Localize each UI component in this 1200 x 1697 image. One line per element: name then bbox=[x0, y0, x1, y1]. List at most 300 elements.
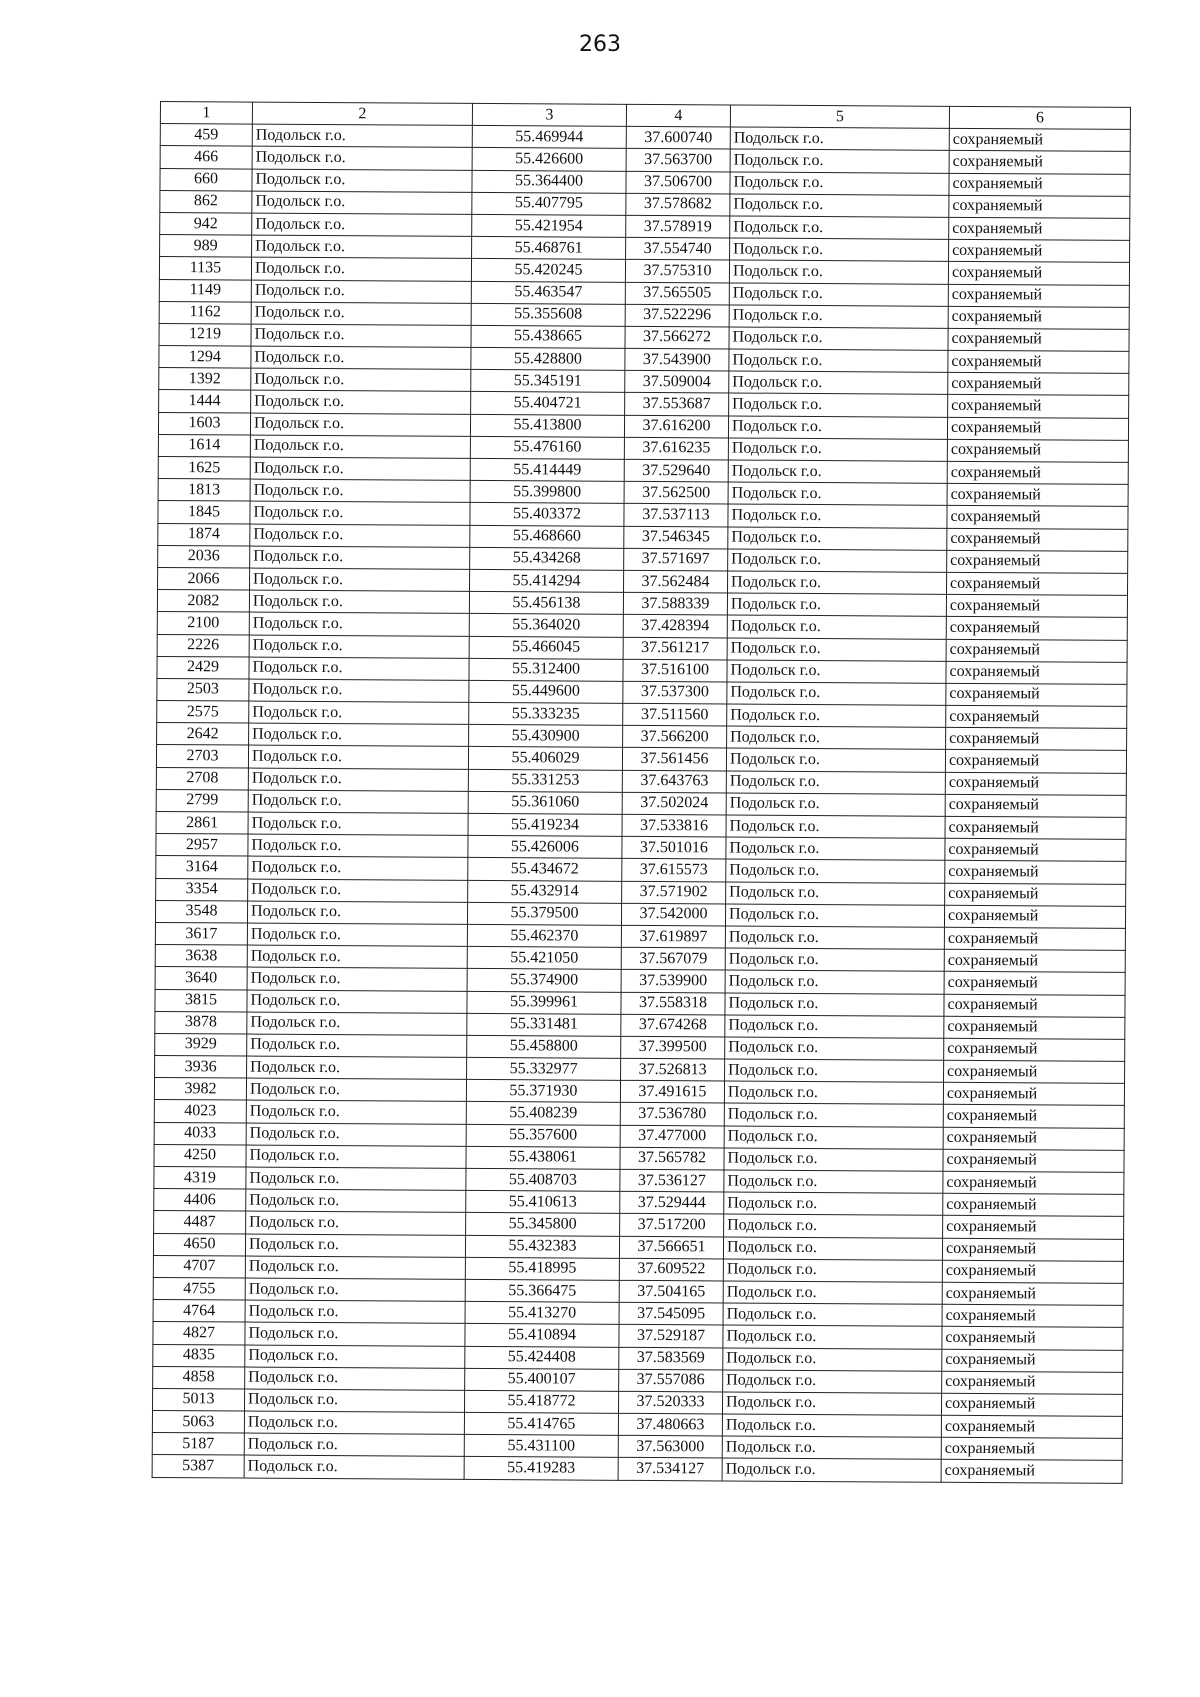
cell-longitude: 37.554740 bbox=[626, 237, 730, 260]
cell-object-number: 2799 bbox=[156, 789, 248, 812]
cell-latitude: 55.434268 bbox=[470, 547, 624, 570]
cell-longitude: 37.562500 bbox=[624, 482, 728, 505]
cell-object-number: 2100 bbox=[157, 612, 249, 635]
cell-latitude: 55.312400 bbox=[469, 658, 623, 681]
table-row bbox=[152, 1455, 1122, 1483]
cell-latitude: 55.400107 bbox=[465, 1368, 619, 1391]
cell-municipality: Подольск г.о. bbox=[247, 1056, 467, 1080]
cell-latitude: 55.374900 bbox=[467, 969, 621, 992]
cell-object-number: 2575 bbox=[157, 701, 249, 724]
cell-longitude: 37.534127 bbox=[618, 1458, 722, 1481]
cell-municipality: Подольск г.о. bbox=[249, 701, 469, 725]
cell-latitude: 55.469944 bbox=[472, 126, 626, 149]
cell-settlement: Подольск г.о. bbox=[729, 327, 948, 351]
cell-status: сохраняемый bbox=[947, 550, 1128, 573]
cell-object-number: 2066 bbox=[158, 567, 250, 590]
cell-longitude: 37.399500 bbox=[621, 1036, 725, 1059]
cell-longitude: 37.504165 bbox=[619, 1280, 723, 1303]
cell-municipality: Подольск г.о. bbox=[246, 1189, 466, 1213]
cell-settlement: Подольск г.о. bbox=[726, 815, 945, 839]
cell-object-number: 1845 bbox=[158, 501, 250, 524]
cell-municipality: Подольск г.о. bbox=[249, 657, 469, 681]
cell-longitude: 37.562484 bbox=[624, 570, 728, 593]
cell-settlement: Подольск г.о. bbox=[729, 371, 948, 395]
cell-municipality: Подольск г.о. bbox=[247, 990, 467, 1014]
cell-status: сохраняемый bbox=[946, 683, 1127, 706]
cell-longitude: 37.537113 bbox=[624, 504, 728, 527]
cell-longitude: 37.643763 bbox=[622, 770, 726, 793]
cell-settlement: Подольск г.о. bbox=[726, 793, 945, 817]
cell-latitude: 55.466045 bbox=[469, 636, 623, 659]
document-sheet bbox=[152, 101, 1130, 1484]
cell-latitude: 55.399961 bbox=[467, 991, 621, 1014]
cell-municipality: Подольск г.о. bbox=[249, 679, 469, 703]
cell-longitude: 37.588339 bbox=[623, 592, 727, 615]
cell-municipality: Подольск г.о. bbox=[246, 1078, 466, 1102]
cell-municipality: Подольск г.о. bbox=[252, 124, 472, 148]
cell-municipality: Подольск г.о. bbox=[251, 280, 471, 304]
cell-latitude: 55.419234 bbox=[468, 813, 622, 836]
cell-longitude: 37.566272 bbox=[625, 326, 729, 349]
cell-municipality: Подольск г.о. bbox=[249, 590, 469, 614]
cell-longitude: 37.477000 bbox=[620, 1125, 724, 1148]
cell-status: сохраняемый bbox=[944, 994, 1125, 1017]
cell-latitude: 55.434672 bbox=[468, 858, 622, 881]
cell-longitude: 37.529640 bbox=[624, 459, 728, 482]
cell-object-number: 1135 bbox=[159, 257, 251, 280]
cell-status: сохраняемый bbox=[942, 1304, 1123, 1327]
cell-latitude: 55.463547 bbox=[471, 281, 625, 304]
cell-settlement: Подольск г.о. bbox=[723, 1259, 942, 1283]
cell-settlement: Подольск г.о. bbox=[725, 1015, 944, 1039]
cell-municipality: Подольск г.о. bbox=[245, 1322, 465, 1346]
cell-status: сохраняемый bbox=[944, 905, 1125, 928]
cell-object-number: 3936 bbox=[155, 1056, 247, 1079]
cell-status: сохраняемый bbox=[945, 794, 1126, 817]
cell-longitude: 37.553687 bbox=[625, 393, 729, 416]
cell-settlement: Подольск г.о. bbox=[723, 1325, 942, 1349]
cell-status: сохраняемый bbox=[945, 883, 1126, 906]
cell-latitude: 55.333235 bbox=[469, 702, 623, 725]
cell-latitude: 55.355608 bbox=[471, 303, 625, 326]
cell-latitude: 55.408703 bbox=[466, 1168, 620, 1191]
cell-object-number: 4650 bbox=[153, 1233, 245, 1256]
cell-municipality: Подольск г.о. bbox=[250, 524, 470, 548]
cell-object-number: 3929 bbox=[155, 1033, 247, 1056]
cell-settlement: Подольск г.о. bbox=[727, 682, 946, 706]
cell-longitude: 37.428394 bbox=[623, 615, 727, 638]
cell-longitude: 37.517200 bbox=[620, 1214, 724, 1237]
cell-longitude: 37.600740 bbox=[626, 127, 730, 150]
cell-latitude: 55.413800 bbox=[470, 414, 624, 437]
cell-object-number: 5187 bbox=[152, 1433, 244, 1456]
cell-object-number: 1294 bbox=[159, 346, 251, 369]
cell-latitude: 55.432914 bbox=[468, 880, 622, 903]
cell-latitude: 55.332977 bbox=[467, 1057, 621, 1080]
cell-municipality: Подольск г.о. bbox=[248, 879, 468, 903]
cell-status: сохраняемый bbox=[947, 506, 1128, 529]
column-header-4: 4 bbox=[626, 104, 730, 127]
cell-municipality: Подольск г.о. bbox=[250, 413, 470, 437]
cell-municipality: Подольск г.о. bbox=[250, 457, 470, 481]
cell-object-number: 1813 bbox=[158, 479, 250, 502]
cell-status: сохраняемый bbox=[942, 1371, 1123, 1394]
cell-municipality: Подольск г.о. bbox=[245, 1367, 465, 1391]
cell-municipality: Подольск г.о. bbox=[246, 1211, 466, 1235]
cell-object-number: 2708 bbox=[156, 767, 248, 790]
cell-latitude: 55.403372 bbox=[470, 503, 624, 526]
cell-settlement: Подольск г.о. bbox=[726, 837, 945, 861]
cell-longitude: 37.546345 bbox=[624, 526, 728, 549]
cell-municipality: Подольск г.о. bbox=[245, 1300, 465, 1324]
cell-municipality: Подольск г.о. bbox=[247, 901, 467, 925]
cell-status: сохраняемый bbox=[946, 617, 1127, 640]
cell-settlement: Подольск г.о. bbox=[723, 1303, 942, 1327]
cell-status: сохраняемый bbox=[947, 461, 1128, 484]
data-table bbox=[152, 101, 1131, 1484]
page-number: 263 bbox=[579, 32, 621, 57]
cell-settlement: Подольск г.о. bbox=[728, 527, 947, 551]
cell-municipality: Подольск г.о. bbox=[251, 346, 471, 370]
cell-settlement: Подольск г.о. bbox=[726, 748, 945, 772]
cell-latitude: 55.428800 bbox=[471, 347, 625, 370]
cell-settlement: Подольск г.о. bbox=[724, 1148, 943, 1172]
cell-municipality: Подольск г.о. bbox=[245, 1278, 465, 1302]
cell-latitude: 55.361060 bbox=[468, 791, 622, 814]
cell-settlement: Подольск г.о. bbox=[726, 859, 945, 883]
cell-status: сохраняемый bbox=[949, 129, 1130, 152]
cell-municipality: Подольск г.о. bbox=[246, 1145, 466, 1169]
cell-municipality: Подольск г.о. bbox=[248, 790, 468, 814]
cell-object-number: 2957 bbox=[156, 834, 248, 857]
cell-object-number: 3638 bbox=[155, 945, 247, 968]
cell-status: сохраняемый bbox=[942, 1327, 1123, 1350]
cell-municipality: Подольск г.о. bbox=[245, 1256, 465, 1280]
cell-status: сохраняемый bbox=[947, 572, 1128, 595]
cell-status: сохраняемый bbox=[942, 1260, 1123, 1283]
cell-latitude: 55.468761 bbox=[472, 237, 626, 260]
cell-municipality: Подольск г.о. bbox=[244, 1389, 464, 1413]
cell-latitude: 55.357600 bbox=[466, 1124, 620, 1147]
cell-settlement: Подольск г.о. bbox=[723, 1237, 942, 1261]
cell-object-number: 4755 bbox=[153, 1277, 245, 1300]
cell-status: сохраняемый bbox=[949, 239, 1130, 262]
cell-object-number: 862 bbox=[160, 190, 252, 213]
cell-longitude: 37.501016 bbox=[622, 837, 726, 860]
cell-settlement: Подольск г.о. bbox=[724, 1214, 943, 1238]
cell-status: сохраняемый bbox=[945, 750, 1126, 773]
cell-status: сохраняемый bbox=[946, 705, 1127, 728]
cell-latitude: 55.413270 bbox=[465, 1302, 619, 1325]
cell-status: сохраняемый bbox=[945, 861, 1126, 884]
cell-object-number: 2429 bbox=[157, 656, 249, 679]
cell-status: сохраняемый bbox=[943, 1127, 1124, 1150]
cell-municipality: Подольск г.о. bbox=[252, 191, 472, 215]
cell-status: сохраняемый bbox=[944, 949, 1125, 972]
cell-status: сохраняемый bbox=[945, 816, 1126, 839]
cell-longitude: 37.557086 bbox=[619, 1369, 723, 1392]
cell-longitude: 37.536780 bbox=[620, 1103, 724, 1126]
cell-longitude: 37.558318 bbox=[621, 992, 725, 1015]
column-header-1: 1 bbox=[160, 102, 252, 125]
cell-latitude: 55.462370 bbox=[467, 924, 621, 947]
cell-object-number: 4858 bbox=[153, 1366, 245, 1389]
column-header-2: 2 bbox=[252, 102, 472, 126]
cell-municipality: Подольск г.о. bbox=[244, 1455, 464, 1479]
cell-settlement: Подольск г.о. bbox=[723, 1370, 942, 1394]
cell-object-number: 989 bbox=[160, 235, 252, 258]
cell-municipality: Подольск г.о. bbox=[250, 568, 470, 592]
cell-municipality: Подольск г.о. bbox=[252, 169, 472, 193]
cell-longitude: 37.609522 bbox=[619, 1258, 723, 1281]
cell-object-number: 2503 bbox=[157, 678, 249, 701]
cell-municipality: Подольск г.о. bbox=[252, 146, 472, 170]
cell-settlement: Подольск г.о. bbox=[722, 1392, 941, 1416]
cell-latitude: 55.410613 bbox=[466, 1191, 620, 1214]
cell-object-number: 2642 bbox=[157, 723, 249, 746]
cell-longitude: 37.563000 bbox=[618, 1436, 722, 1459]
cell-object-number: 1162 bbox=[159, 301, 251, 324]
cell-status: сохраняемый bbox=[947, 528, 1128, 551]
column-header-5: 5 bbox=[730, 105, 949, 129]
cell-object-number: 2226 bbox=[157, 634, 249, 657]
cell-object-number: 4827 bbox=[153, 1322, 245, 1345]
cell-settlement: Подольск г.о. bbox=[725, 926, 944, 950]
cell-status: сохраняемый bbox=[943, 1105, 1124, 1128]
cell-longitude: 37.616235 bbox=[624, 437, 728, 460]
cell-municipality: Подольск г.о. bbox=[250, 501, 470, 525]
cell-longitude: 37.529444 bbox=[620, 1192, 724, 1215]
cell-municipality: Подольск г.о. bbox=[252, 213, 472, 237]
cell-object-number: 3878 bbox=[155, 1011, 247, 1034]
cell-object-number: 1874 bbox=[158, 523, 250, 546]
cell-settlement: Подольск г.о. bbox=[725, 904, 944, 928]
cell-settlement: Подольск г.о. bbox=[728, 460, 947, 484]
cell-latitude: 55.432383 bbox=[465, 1235, 619, 1258]
cell-municipality: Подольск г.о. bbox=[248, 812, 468, 836]
cell-latitude: 55.430900 bbox=[469, 725, 623, 748]
cell-status: сохраняемый bbox=[944, 1016, 1125, 1039]
cell-settlement: Подольск г.о. bbox=[723, 1347, 942, 1371]
cell-object-number: 1444 bbox=[159, 390, 251, 413]
cell-municipality: Подольск г.о. bbox=[246, 1123, 466, 1147]
cell-settlement: Подольск г.о. bbox=[725, 1037, 944, 1061]
cell-status: сохраняемый bbox=[943, 1149, 1124, 1172]
cell-object-number: 1614 bbox=[158, 434, 250, 457]
cell-settlement: Подольск г.о. bbox=[727, 704, 946, 728]
cell-status: сохраняемый bbox=[945, 838, 1126, 861]
cell-status: сохраняемый bbox=[944, 1038, 1125, 1061]
cell-status: сохраняемый bbox=[943, 1083, 1124, 1106]
cell-object-number: 4033 bbox=[154, 1122, 246, 1145]
cell-latitude: 55.399800 bbox=[470, 481, 624, 504]
cell-settlement: Подольск г.о. bbox=[725, 1059, 944, 1083]
cell-status: сохраняемый bbox=[948, 306, 1129, 329]
cell-latitude: 55.421954 bbox=[472, 214, 626, 237]
cell-status: сохраняемый bbox=[946, 728, 1127, 751]
cell-object-number: 4023 bbox=[154, 1100, 246, 1123]
cell-settlement: Подольск г.о. bbox=[730, 127, 949, 151]
cell-object-number: 4764 bbox=[153, 1300, 245, 1323]
cell-object-number: 3164 bbox=[156, 856, 248, 879]
cell-object-number: 466 bbox=[160, 146, 252, 169]
cell-settlement: Подольск г.о. bbox=[728, 438, 947, 462]
cell-longitude: 37.502024 bbox=[622, 792, 726, 815]
cell-settlement: Подольск г.о. bbox=[728, 416, 947, 440]
cell-municipality: Подольск г.о. bbox=[247, 967, 467, 991]
cell-longitude: 37.511560 bbox=[623, 703, 727, 726]
cell-latitude: 55.364400 bbox=[472, 170, 626, 193]
cell-object-number: 3548 bbox=[155, 900, 247, 923]
cell-longitude: 37.616200 bbox=[624, 415, 728, 438]
cell-settlement: Подольск г.о. bbox=[728, 549, 947, 573]
cell-longitude: 37.575310 bbox=[625, 260, 729, 283]
cell-municipality: Подольск г.о. bbox=[249, 723, 469, 747]
cell-longitude: 37.561217 bbox=[623, 637, 727, 660]
cell-municipality: Подольск г.о. bbox=[248, 745, 468, 769]
cell-municipality: Подольск г.о. bbox=[252, 235, 472, 259]
cell-settlement: Подольск г.о. bbox=[724, 1170, 943, 1194]
cell-status: сохраняемый bbox=[943, 1216, 1124, 1239]
cell-status: сохраняемый bbox=[949, 195, 1130, 218]
cell-status: сохраняемый bbox=[946, 639, 1127, 662]
cell-longitude: 37.578919 bbox=[626, 215, 730, 238]
cell-longitude: 37.516100 bbox=[623, 659, 727, 682]
cell-longitude: 37.506700 bbox=[626, 171, 730, 194]
cell-latitude: 55.418772 bbox=[464, 1390, 618, 1413]
cell-status: сохраняемый bbox=[949, 217, 1130, 240]
cell-latitude: 55.431100 bbox=[464, 1435, 618, 1458]
cell-settlement: Подольск г.о. bbox=[727, 615, 946, 639]
cell-municipality: Подольск г.о. bbox=[245, 1345, 465, 1369]
cell-settlement: Подольск г.о. bbox=[728, 482, 947, 506]
cell-status: сохраняемый bbox=[947, 439, 1128, 462]
cell-longitude: 37.566651 bbox=[619, 1236, 723, 1259]
cell-latitude: 55.449600 bbox=[469, 680, 623, 703]
cell-status: сохраняемый bbox=[941, 1438, 1122, 1461]
cell-status: сохраняемый bbox=[949, 151, 1130, 174]
cell-municipality: Подольск г.о. bbox=[245, 1234, 465, 1258]
cell-status: сохраняемый bbox=[945, 772, 1126, 795]
cell-latitude: 55.406029 bbox=[468, 747, 622, 770]
cell-settlement: Подольск г.о. bbox=[730, 216, 949, 240]
cell-latitude: 55.331481 bbox=[467, 1013, 621, 1036]
cell-longitude: 37.578682 bbox=[626, 193, 730, 216]
cell-longitude: 37.539900 bbox=[621, 970, 725, 993]
cell-object-number: 1625 bbox=[158, 456, 250, 479]
cell-longitude: 37.509004 bbox=[625, 371, 729, 394]
cell-settlement: Подольск г.о. bbox=[726, 771, 945, 795]
cell-settlement: Подольск г.о. bbox=[728, 571, 947, 595]
cell-longitude: 37.566200 bbox=[623, 726, 727, 749]
cell-status: сохраняемый bbox=[946, 594, 1127, 617]
cell-object-number: 5387 bbox=[152, 1455, 244, 1478]
cell-longitude: 37.480663 bbox=[618, 1413, 722, 1436]
cell-object-number: 3354 bbox=[156, 878, 248, 901]
cell-status: сохраняемый bbox=[948, 350, 1129, 373]
cell-settlement: Подольск г.о. bbox=[725, 970, 944, 994]
cell-latitude: 55.419283 bbox=[464, 1457, 618, 1480]
cell-status: сохраняемый bbox=[948, 284, 1129, 307]
cell-longitude: 37.563700 bbox=[626, 149, 730, 172]
cell-municipality: Подольск г.о. bbox=[249, 635, 469, 659]
cell-status: сохраняемый bbox=[948, 373, 1129, 396]
cell-status: сохраняемый bbox=[944, 972, 1125, 995]
cell-object-number: 2703 bbox=[156, 745, 248, 768]
cell-settlement: Подольск г.о. bbox=[729, 282, 948, 306]
cell-latitude: 55.414765 bbox=[464, 1412, 618, 1435]
cell-status: сохраняемый bbox=[947, 417, 1128, 440]
cell-object-number: 4835 bbox=[153, 1344, 245, 1367]
cell-longitude: 37.571697 bbox=[624, 548, 728, 571]
cell-municipality: Подольск г.о. bbox=[249, 612, 469, 636]
cell-latitude: 55.438665 bbox=[471, 325, 625, 348]
cell-status: сохраняемый bbox=[948, 328, 1129, 351]
cell-settlement: Подольск г.о. bbox=[722, 1414, 941, 1438]
cell-longitude: 37.561456 bbox=[622, 748, 726, 771]
cell-municipality: Подольск г.о. bbox=[246, 1100, 466, 1124]
cell-municipality: Подольск г.о. bbox=[248, 768, 468, 792]
cell-status: сохраняемый bbox=[944, 927, 1125, 950]
cell-latitude: 55.418995 bbox=[465, 1257, 619, 1280]
cell-longitude: 37.520333 bbox=[618, 1391, 722, 1414]
cell-municipality: Подольск г.о. bbox=[247, 1034, 467, 1058]
cell-status: сохраняемый bbox=[943, 1171, 1124, 1194]
cell-status: сохраняемый bbox=[947, 484, 1128, 507]
cell-settlement: Подольск г.о. bbox=[727, 593, 946, 617]
cell-longitude: 37.565782 bbox=[620, 1147, 724, 1170]
cell-status: сохраняемый bbox=[943, 1193, 1124, 1216]
cell-longitude: 37.491615 bbox=[620, 1081, 724, 1104]
cell-municipality: Подольск г.о. bbox=[250, 546, 470, 570]
cell-object-number: 660 bbox=[160, 168, 252, 191]
cell-status: сохраняемый bbox=[941, 1415, 1122, 1438]
cell-object-number: 4487 bbox=[154, 1211, 246, 1234]
cell-longitude: 37.543900 bbox=[625, 348, 729, 371]
cell-longitude: 37.533816 bbox=[622, 814, 726, 837]
cell-longitude: 37.529187 bbox=[619, 1325, 723, 1348]
cell-settlement: Подольск г.о. bbox=[727, 660, 946, 684]
cell-settlement: Подольск г.о. bbox=[730, 194, 949, 218]
column-header-6: 6 bbox=[949, 106, 1130, 129]
cell-longitude: 37.537300 bbox=[623, 681, 727, 704]
cell-latitude: 55.407795 bbox=[472, 192, 626, 215]
cell-settlement: Подольск г.о. bbox=[722, 1436, 941, 1460]
cell-settlement: Подольск г.о. bbox=[725, 992, 944, 1016]
cell-settlement: Подольск г.о. bbox=[724, 1192, 943, 1216]
cell-settlement: Подольск г.о. bbox=[729, 349, 948, 373]
cell-object-number: 4319 bbox=[154, 1166, 246, 1189]
cell-municipality: Подольск г.о. bbox=[247, 945, 467, 969]
cell-settlement: Подольск г.о. bbox=[724, 1081, 943, 1105]
cell-object-number: 4250 bbox=[154, 1144, 246, 1167]
cell-municipality: Подольск г.о. bbox=[250, 435, 470, 459]
cell-status: сохраняемый bbox=[949, 173, 1130, 196]
cell-latitude: 55.458800 bbox=[467, 1035, 621, 1058]
cell-latitude: 55.408239 bbox=[466, 1102, 620, 1125]
cell-latitude: 55.414449 bbox=[470, 458, 624, 481]
cell-object-number: 4406 bbox=[154, 1189, 246, 1212]
cell-object-number: 1603 bbox=[158, 412, 250, 435]
cell-settlement: Подольск г.о. bbox=[727, 726, 946, 750]
cell-settlement: Подольск г.о. bbox=[730, 149, 949, 173]
cell-municipality: Подольск г.о. bbox=[244, 1433, 464, 1457]
cell-latitude: 55.426600 bbox=[472, 148, 626, 171]
cell-status: сохраняемый bbox=[942, 1282, 1123, 1305]
cell-latitude: 55.421050 bbox=[467, 947, 621, 970]
cell-settlement: Подольск г.о. bbox=[724, 1103, 943, 1127]
cell-longitude: 37.565505 bbox=[625, 282, 729, 305]
